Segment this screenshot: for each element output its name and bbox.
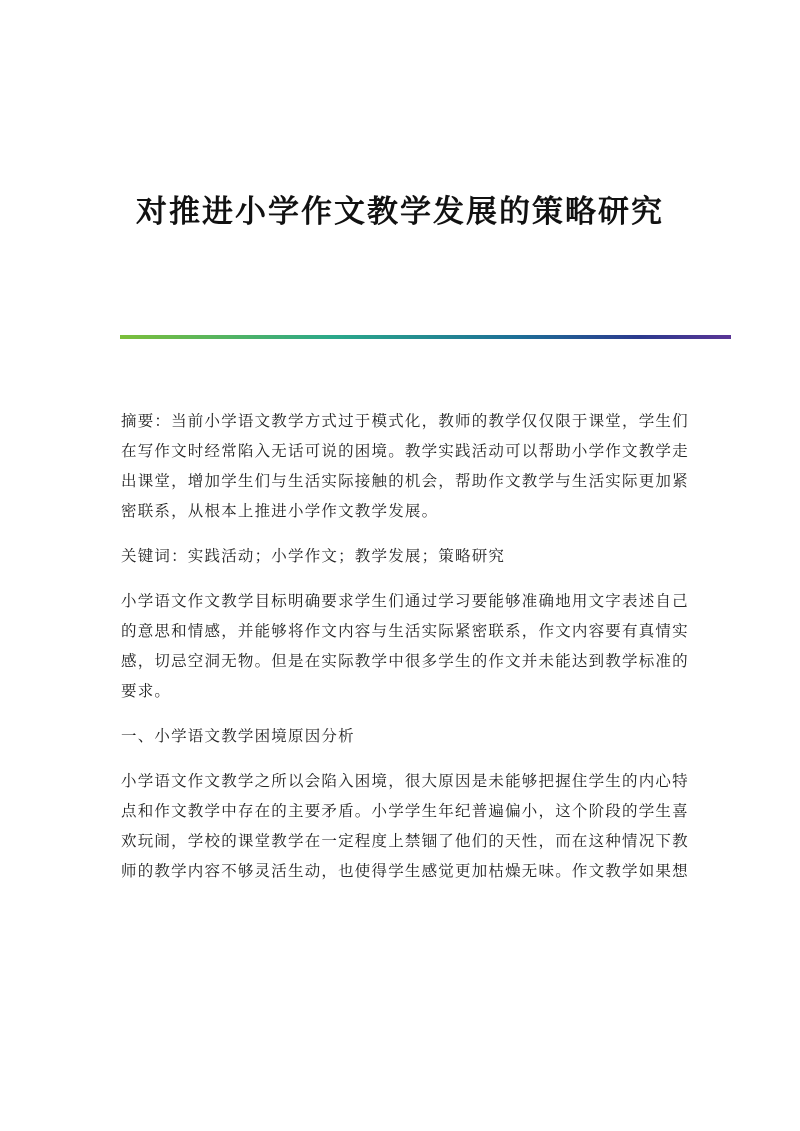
abstract-line: 密联系，从根本上推进小学作文教学发展。 <box>121 502 439 520</box>
intro-paragraph <box>121 586 689 706</box>
abstract-line: 在写作文时经常陷入无话可说的困境。教学实践活动可以帮助小学作文教学走 <box>121 442 689 460</box>
intro-line: 要求。 <box>121 682 172 700</box>
section-line: 小学语文作文教学之所以会陷入困境，很大原因是未能够把握住学生的内心特 <box>121 772 689 790</box>
intro-line: 感，切忌空洞无物。但是在实际教学中很多学生的作文并未能达到教学标准的 <box>121 652 689 670</box>
title-divider <box>120 335 731 339</box>
abstract-line: 出课堂，增加学生们与生活实际接触的机会，帮助作文教学与生活实际更加紧 <box>121 472 689 490</box>
section-heading: 一、小学语文教学困境原因分析 <box>121 727 355 745</box>
abstract-paragraph <box>121 406 689 526</box>
document-title: 对推进小学作文教学发展的策略研究 <box>136 194 664 230</box>
keywords-line: 关键词：实践活动；小学作文；教学发展；策略研究 <box>121 547 506 565</box>
section-line: 师的教学内容不够灵活生动，也使得学生感觉更加枯燥无味。作文教学如果想 <box>121 862 689 880</box>
document-body <box>121 406 689 901</box>
section-line: 点和作文教学中存在的主要矛盾。小学学生年纪普遍偏小，这个阶段的学生喜 <box>121 802 689 820</box>
abstract-line: 摘要：当前小学语文教学方式过于模式化，教师的教学仅仅限于课堂，学生们 <box>121 412 689 430</box>
intro-line: 小学语文作文教学目标明确要求学生们通过学习要能够准确地用文字表述自己 <box>121 592 689 610</box>
section-paragraph <box>121 766 689 886</box>
intro-line: 的意思和情感，并能够将作文内容与生活实际紧密联系，作文内容要有真情实 <box>121 622 689 640</box>
section-line: 欢玩闹，学校的课堂教学在一定程度上禁锢了他们的天性，而在这种情况下教 <box>121 832 689 850</box>
